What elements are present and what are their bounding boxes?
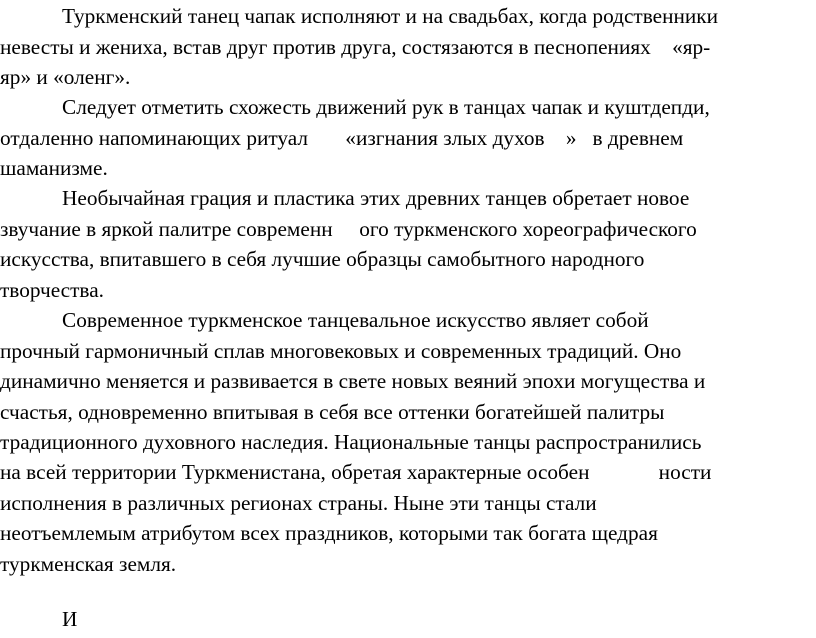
text-line: шаманизме.	[0, 156, 108, 180]
text-line: творчества.	[0, 278, 104, 302]
text-line: И	[62, 607, 78, 631]
text-line: исполнения в различных регионах страны. Ныне эти танцы стали	[0, 491, 597, 515]
text-line: динамично меняется и развивается в свете новых веяний эпохи могущества и	[0, 369, 706, 393]
text-line: Современное туркменское танцевальное искусство являет собой	[62, 308, 649, 332]
text-line: звучание в яркой палитре современн ого туркменского хореографического	[0, 217, 697, 241]
text-line: невесты и жениха, встав друг против друга, состязаются в песнопениях «яр-	[0, 35, 711, 59]
text-line: Следует отметить схожесть движений рук в танцах чапак и куштдепди,	[62, 95, 710, 119]
text-line: на всей территории Туркменистана, обретая характерные особен ности	[0, 460, 712, 484]
text-line: яр» и «оленг».	[0, 65, 131, 89]
text-line: отдаленно напоминающих ритуал «изгнания злых духов » в древнем	[0, 126, 684, 150]
text-line: прочный гармоничный сплав многовековых и современных традиций. Оно	[0, 339, 682, 363]
text-line: Туркменский танец чапак исполняют и на свадьбах, когда родственники	[62, 4, 719, 28]
text-line: неотъемлемым атрибутом всех праздников, которыми так богата щедрая	[0, 521, 658, 545]
text-line: Необычайная грация и пластика этих древних танцев обретает новое	[62, 186, 690, 210]
text-line: туркменская земля.	[0, 552, 177, 576]
text-line: традиционного духовного наследия. Национальные танцы распространились	[0, 430, 702, 454]
text-line: искусства, впитавшего в себя лучшие образцы самобытного народного	[0, 247, 645, 271]
text-line: счастья, одновременно впитывая в себя все оттенки богатейшей палитры	[0, 400, 665, 424]
